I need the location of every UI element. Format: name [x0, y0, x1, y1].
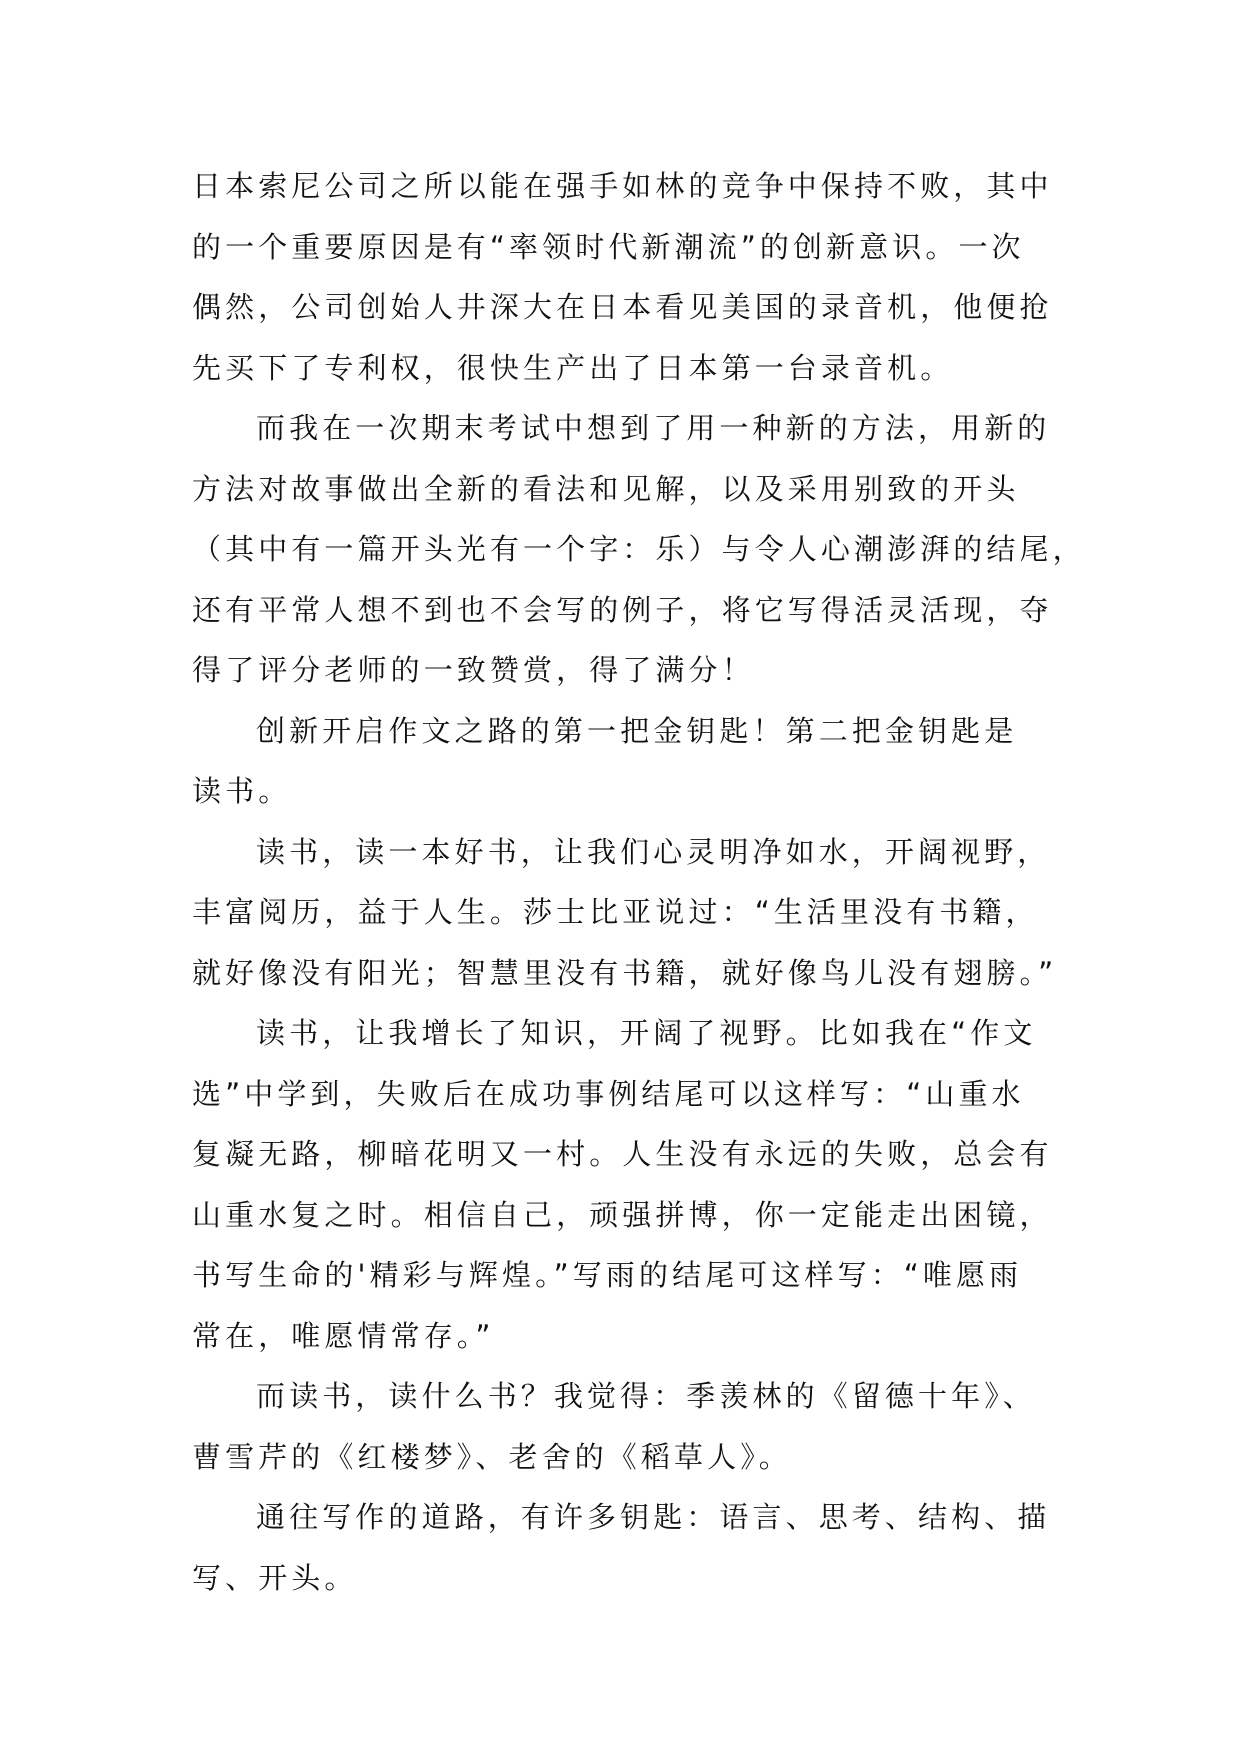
- paragraph-line: 的一个重要原因是有“率领时代新潮流”的创新意识。一次: [192, 229, 1025, 264]
- paragraph-line: 得了评分老师的一致赞赏，得了满分！: [192, 653, 755, 687]
- paragraph-line: 日本索尼公司之所以能在强手如林的竞争中保持不败，其中: [192, 169, 1053, 203]
- paragraph-line: 创新开启作文之路的第一把金钥匙！第二把金钥匙是: [256, 713, 1018, 748]
- paragraph-line: 山重水复之时。相信自己，顽强拼博，你一定能走出困镜，: [192, 1197, 1053, 1232]
- paragraph-line: 曹雪芹的《红楼梦》、老舍的《稻草人》。: [192, 1439, 792, 1474]
- paragraph-line: 方法对故事做出全新的看法和见解，以及采用别致的开头: [192, 471, 1020, 506]
- paragraph-line: 而我在一次期末考试中想到了用一种新的方法，用新的: [256, 411, 1051, 445]
- paragraph-line: 就好像没有阳光；智慧里没有书籍，就好像鸟儿没有翅膀。”: [192, 955, 1058, 990]
- paragraph-line: 读书。: [192, 774, 292, 808]
- paragraph-line: 书写生命的'精彩与辉煌。”写雨的结尾可这样写：“唯愿雨: [192, 1258, 1023, 1292]
- paragraph-line: 先买下了专利权，很快生产出了日本第一台录音机。: [192, 350, 954, 385]
- paragraph-line: 复凝无路，柳暗花明又一村。人生没有永远的失败，总会有: [192, 1137, 1053, 1171]
- paragraph-line: （其中有一篇开头光有一个字：乐）与令人心潮澎湃的结尾，: [192, 532, 1086, 566]
- paragraph-line: 读书，读一本好书，让我们心灵明净如水，开阔视野，: [256, 834, 1051, 869]
- paragraph-line: 常在，唯愿情常存。”: [192, 1318, 495, 1353]
- paragraph-line: 选”中学到，失败后在成功事例结尾可以这样写：“山重水: [192, 1076, 1025, 1111]
- essay-body: [192, 156, 1086, 1608]
- paragraph-line: 而读书，读什么书？我觉得：季羡林的《留德十年》、: [256, 1379, 1036, 1413]
- paragraph-line: 还有平常人想不到也不会写的例子，将它写得活灵活现，夺: [192, 592, 1053, 627]
- paragraph-line: 丰富阅历，益于人生。莎士比亚说过：“生活里没有书籍，: [192, 895, 1039, 929]
- paragraph-line: 偶然，公司创始人井深大在日本看见美国的录音机，他便抢: [192, 290, 1053, 324]
- paragraph-line: 通往写作的道路，有许多钥匙：语言、思考、结构、描: [256, 1500, 1051, 1534]
- paragraph-line: 写、开头。: [192, 1560, 358, 1595]
- paragraph-line: 读书，让我增长了知识，开阔了视野。比如我在“作文: [256, 1016, 1037, 1050]
